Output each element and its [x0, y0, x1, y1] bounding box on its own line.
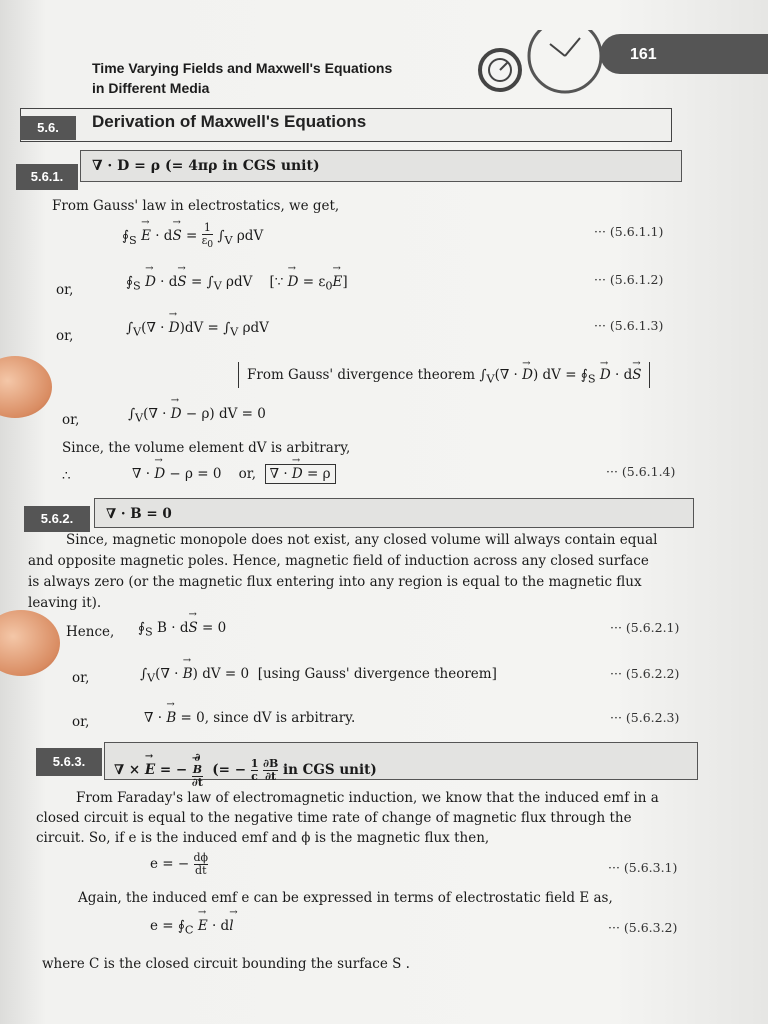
paragraph-line: and opposite magnetic poles. Hence, magnetic field of induction across any closed surface	[28, 553, 649, 569]
equation-prefix: or,	[72, 670, 90, 686]
paragraph: where C is the closed circuit bounding the surface S .	[42, 956, 410, 972]
equation-or: or,	[238, 466, 257, 482]
paragraph-line: From Faraday's law of electromagnetic induction, we know that the induced emf in a	[76, 790, 659, 806]
subsection-heading: ∇ · B = 0	[106, 506, 172, 522]
paragraph-line: closed circuit is equal to the negative time rate of change of magnetic flux through the	[36, 810, 632, 826]
subsection-5-6-2-box	[94, 498, 694, 528]
subsection-heading-cgs: in CGS unit	[282, 762, 371, 778]
subsection-number: 5.6.1.	[16, 164, 78, 190]
equation-5-6-1-4: ∇ · → D − ρ = 0 or, ∇ · → D = ρ	[132, 466, 336, 482]
section-title: Derivation of Maxwell's Equations	[92, 112, 367, 131]
equation-prefix: Hence,	[66, 624, 115, 640]
equation-number: ··· (5.6.3.2)	[608, 920, 678, 935]
subsection-heading: ∇ × → E = − ∂ → B ∂t (= − $\frac{1}{c}$ $\frac{\partial B}{\partial t}$ in CGS unit)	[114, 752, 377, 789]
page-number: 161	[630, 46, 657, 63]
equation-prefix: or,	[62, 412, 80, 428]
running-header	[92, 58, 392, 98]
equation-5-6-1-3: $\int_V(\nabla$ · → $D)dV = \int_V$ ρdV	[126, 320, 269, 339]
equation-prefix: or,	[72, 714, 90, 730]
equation-5-6-2-3: ∇ · → B = 0, since dV is arbitrary.	[144, 710, 355, 726]
equation-5-6-3-1: e = − $\frac{d\phi}{dt}$	[150, 851, 209, 877]
equation-prefix: or,	[56, 282, 74, 298]
finger-tip	[0, 610, 60, 676]
paragraph: Since, the volume element dV is arbitrary,	[62, 440, 351, 456]
paragraph-line: leaving it).	[28, 595, 102, 611]
equation-number: ··· (5.6.2.2)	[610, 666, 680, 681]
equation-5-6-1-2: $∮_S \to D \cdot d\to S = \int_V$ ρdV [∵ → $D = \varepsilon_0\to E$]	[126, 274, 348, 293]
equation-5-6-3-2: $e = ∮_C \to E \cdot d\to l$	[150, 918, 234, 937]
section-number: 5.6.	[20, 116, 76, 140]
theorem-note: From Gauss' divergence theorem $\int_V(\nabla$ · → D) dV = $∮_S \to D \cdot d\to S$	[238, 362, 650, 388]
equation-prefix: or,	[56, 328, 74, 344]
subsection-number: 5.6.2.	[24, 506, 90, 532]
header-line-1: Time Varying Fields and Maxwell's Equations	[92, 60, 393, 76]
equation-number: ··· (5.6.2.1)	[610, 620, 680, 635]
paragraph-line: circuit. So, if e is the induced emf and ϕ is the magnetic flux then,	[36, 830, 490, 846]
equation-note: , since dV is arbitrary.	[204, 710, 356, 726]
equation-note: [using Gauss' divergence theorem]	[257, 666, 497, 682]
paragraph-line: Since, magnetic monopole does not exist, any closed volume will always contain equal	[66, 532, 658, 548]
equation-number: ··· (5.6.1.4)	[606, 464, 676, 479]
paragraph-line: is always zero (or the magnetic flux entering into any region is equal to the magnetic flux	[28, 574, 642, 590]
equation-divergence-integral: $\int_V(\nabla$ · → D − ρ) dV = 0	[128, 406, 266, 425]
equation-number: ··· (5.6.2.3)	[610, 710, 680, 725]
equation-5-6-2-1: $∮_S$ B · d→ S = 0	[138, 620, 226, 639]
theorem-note-text: From Gauss' divergence theorem	[247, 367, 476, 383]
equation-number: ··· (5.6.3.1)	[608, 860, 678, 875]
paragraph: From Gauss' law in electrostatics, we get,	[52, 198, 340, 214]
page-number-bar	[600, 34, 768, 74]
equation-5-6-2-2: $\int_V(\nabla$ · → B) dV = 0 [using Gauss' divergence theorem]	[140, 666, 497, 685]
therefore-symbol: ∴	[62, 468, 71, 484]
equation-number: ··· (5.6.1.1)	[594, 224, 664, 239]
clock-illustration-icon	[470, 30, 620, 96]
equation-number: ··· (5.6.1.2)	[594, 272, 664, 287]
header-line-2: in Different Media	[92, 80, 210, 96]
equation-number: ··· (5.6.1.3)	[594, 318, 664, 333]
equation-5-6-1-1: $∮_S \to E \cdot d\to S$ = $\frac{1}{\varepsilon_0}$ $\int_V$ ρdV	[122, 222, 263, 251]
finger-tip	[0, 356, 52, 418]
subsection-number: 5.6.3.	[36, 748, 102, 776]
subsection-heading: ∇ · D = ρ (= 4πρ in CGS unit)	[92, 158, 320, 174]
paragraph: Again, the induced emf e can be expressed in terms of electrostatic field E as,	[78, 890, 613, 906]
